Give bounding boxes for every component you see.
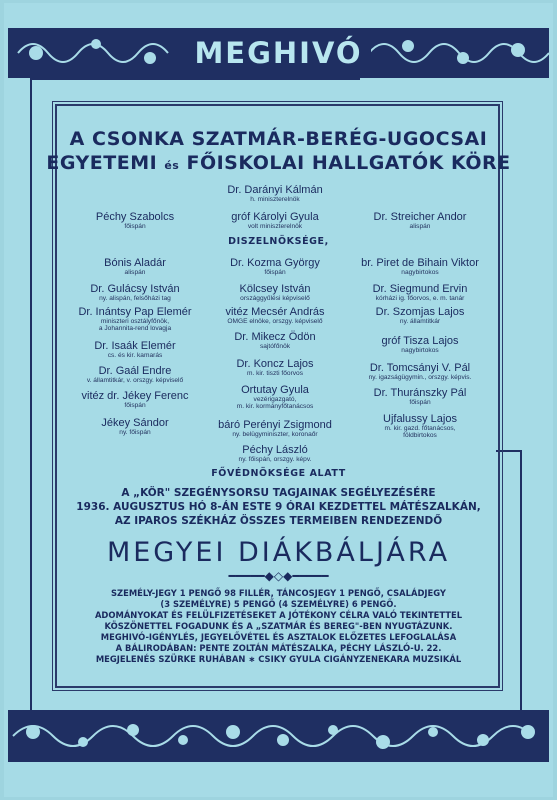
- person-block: Péchy László ny. főispán, orszgy. képv.: [238, 444, 312, 464]
- invite-line-2: 1936. AUGUSZTUS HÓ 8-ÁN ESTE 9 ÓRAI KEZDETTEL MÁTÉSZALKÁN,: [76, 501, 481, 513]
- org-name-line2: EGYETEMI és FŐISKOLAI HALLGATÓK KÖRE: [46, 152, 511, 174]
- top-ornamental-band: [8, 28, 549, 78]
- person-block: vitéz Mecsér András OMGE elnöke, orszgy. képviselő: [225, 306, 325, 326]
- person-block: Dr. Kozma György főispán: [230, 257, 320, 277]
- person-block: gróf Tisza Lajos nagybirtokos: [381, 335, 459, 355]
- person-block: Dr. Inántsy Pap Elemér miniszteri osztályfőnök, a Johannita-rend lovagja: [78, 306, 192, 333]
- person-block: Dr. Mikecz Ödön sajtófőnök: [234, 331, 316, 351]
- org-name-line1: A CSONKA SZATMÁR-BERÉG-UGOCSAI: [69, 128, 488, 150]
- details-line: ADOMÁNYOKAT ÉS FELÜLFIZETÉSEKET A JÓTÉKONY CÉLRA VALÓ TEKINTETTEL: [94, 609, 463, 620]
- details-line: (3 SZEMÉLYRE) 5 PENGŐ (4 SZEMÉLYRE) 6 PENGŐ.: [160, 598, 397, 609]
- person-block: Dr. Darányi Kálmán h. miniszterelnök: [227, 184, 323, 204]
- invite-line-1: A „KÖR" SZEGÉNYSORSU TAGJAINAK SEGÉLYEZÉSÉRE: [121, 487, 436, 499]
- bottom-ornamental-band: [8, 710, 549, 762]
- floral-pattern-bottom: [8, 710, 549, 762]
- details-line: MEGJELENÉS SZÜRKE RUHÁBAN ∗ CSIKY GYULA CIGÁNYZENEKARA MUZSIKÁL: [95, 653, 462, 664]
- details-line: SZEMÉLY-JEGY 1 PENGŐ 98 FILLÉR, TÁNCOSJEGY 1 PENGŐ, CSALÁDJEGY: [111, 588, 446, 598]
- person-block: Dr. Gaál Endre v. államtitkár, v. orszgy. képviselő: [86, 365, 184, 385]
- person-block: Dr. Tomcsányi V. Pál ny. igazságügymin., orszgy. képvis.: [368, 362, 472, 382]
- details-line: KÖSZÖNETTEL FOGADUNK ÉS A „SZATMÁR ÉS BEREG"-BEN NYUGTÁZUNK.: [104, 620, 453, 631]
- frame-top-line: [30, 78, 360, 80]
- invite-line-3: AZ IPAROS SZÉKHÁZ ÖSSZES TERMEIBEN RENDEZENDŐ: [114, 515, 443, 527]
- details-line: MEGHIVÓ-IGÉNYLÉS, JEGYELŐVÉTEL ÉS ASZTALOK ELŐZETES LEFOGLALÁSA: [100, 631, 457, 642]
- person-block: Bónis Aladár alispán: [104, 257, 166, 277]
- person-block: Kölcsey István országgyűlési képviselő: [239, 283, 311, 303]
- invitation-title: MEGHIVÓ: [186, 36, 370, 70]
- person-block: Dr. Koncz Lajos m. kir. tiszti főorvos: [236, 358, 314, 378]
- person-block: Péchy Szabolcs főispán: [95, 211, 175, 231]
- ornament-divider: ━━━━━◆◇◆━━━━━: [228, 569, 329, 583]
- patronage-label: FŐVÉDNÖKSÉGE ALATT: [211, 468, 346, 479]
- person-block: Dr. Siegmund Ervin kórházi ig. főorvos, e. m. tanár: [372, 283, 468, 303]
- event-title: MEGYEI DIÁKBÁLJÁRA: [106, 537, 451, 568]
- person-block: Dr. Isaák Elemér cs. és kir. kamarás: [94, 340, 176, 360]
- person-block: br. Piret de Bihain Viktor nagybirtokos: [361, 257, 479, 277]
- person-block: gróf Károlyi Gyula volt miniszterelnök: [231, 211, 319, 231]
- person-block: Dr. Thuránszky Pál főispán: [373, 387, 467, 407]
- person-block: Dr. Streicher Andor alispán: [373, 211, 467, 231]
- person-block: báró Perényi Zsigmond ny. belügyminiszter, koronaőr: [218, 419, 332, 439]
- person-block: Ortutay Gyula vezérigazgató, m. kir. kormányfőtanácsos: [236, 384, 314, 411]
- person-block: Jékey Sándor ny. főispán: [101, 417, 169, 437]
- person-block: Ujfalussy Lajos m. kir. gazd. főtanácsos, földbirtokos: [383, 413, 457, 440]
- person-block: vitéz dr. Jékey Ferenc főispán: [81, 390, 189, 410]
- person-block: Dr. Szomjas Lajos ny. államtitkár: [375, 306, 465, 326]
- person-block: Dr. Gulácsy István ny. alispán, felsőházi tag: [90, 283, 180, 303]
- ticket-details: [60, 588, 497, 664]
- honorary-presidency-label: DISZELNÖKSÉGE,: [228, 236, 329, 247]
- details-line: A BÁLIRODÁBAN: PENTE ZOLTÁN MÁTÉSZALKA, PÉCHY LÁSZLÓ-U. 22.: [115, 642, 442, 653]
